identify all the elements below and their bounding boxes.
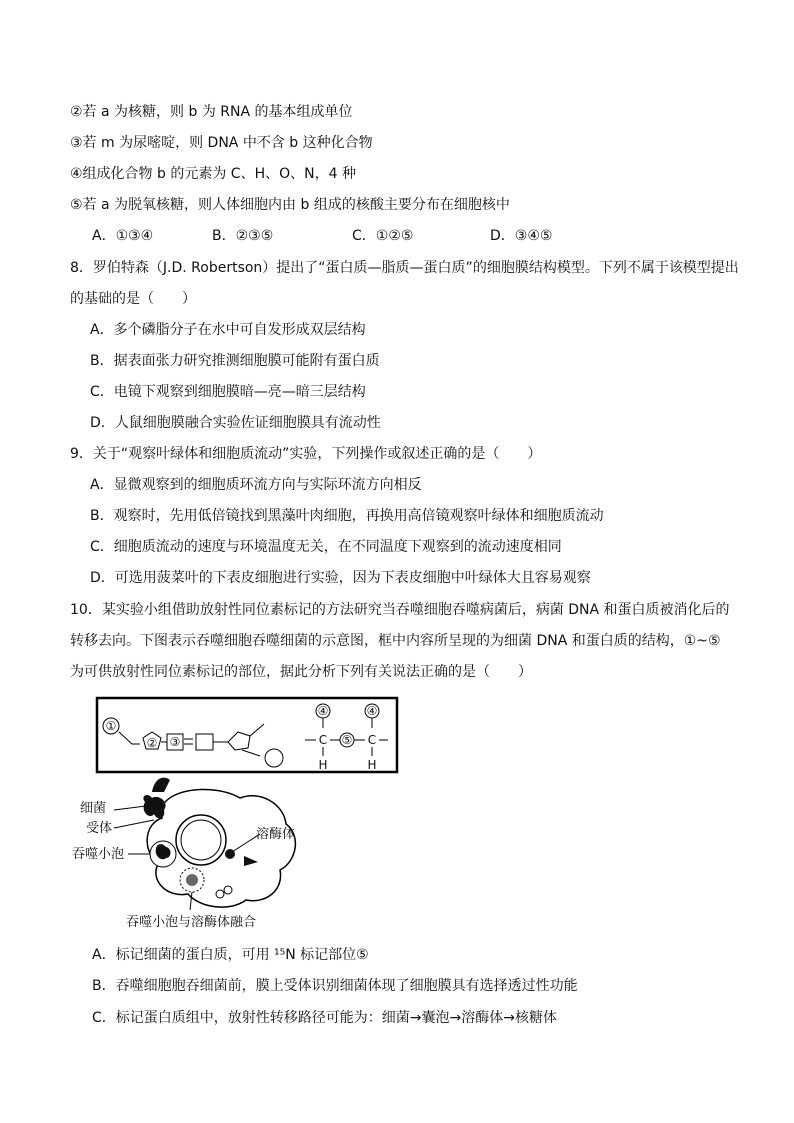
bond-5 [323,718,372,728]
h-bond [184,739,193,744]
q10-option-c[interactable]: C．标记蛋白质组中，放射性转移路径可能为：细菌→囊泡→溶酶体→核糖体 [92,1010,557,1026]
q10-stem-line1: 10．某实验小组借助放射性同位素标记的方法研究当吞噬细胞吞噬病菌后，病菌 DNA 和蛋白质被消化后的 [70,602,730,618]
q7-option-d[interactable]: D．③④⑤ [490,228,553,244]
q8-stem-line2: 的基础的是（ ） [70,291,196,307]
q7-option-a[interactable]: A．①③④ [92,228,154,244]
bond-6 [323,747,372,756]
q7-statement-5: ⑤若 a 为脱氧核糖，则人体细胞内由 b 组成的核酸主要分布在细胞核中 [70,197,510,213]
fusion-content [186,874,198,886]
q10-option-b[interactable]: B．吞噬细胞胞吞细菌前，膜上受体识别细菌体现了细胞膜具有选择透过性功能 [92,978,578,994]
atom-h1: H [318,758,328,772]
q9-option-b[interactable]: B．观察时，先用低倍镜找到黑藻叶肉细胞，再换用高倍镜观察叶绿体和细胞质流动 [90,508,604,524]
atom-c1: C [318,733,328,747]
q8-option-a[interactable]: A．多个磷脂分子在水中可自发形成双层结构 [90,322,366,338]
label-fusion: 吞噬小泡与溶酶体融合 [126,915,257,930]
q9-option-c[interactable]: C．细胞质流动的速度与环境温度无关，在不同温度下观察到的流动速度相同 [90,539,562,555]
atom-h2: H [367,758,377,772]
q7-statement-2: ②若 a 为核糖，则 b 为 RNA 的基本组成单位 [70,104,353,120]
mark-2: ② [146,736,158,750]
phagocytosis-figure [70,694,410,932]
pentose-shape-2 [228,732,250,750]
mark-4b: ④ [366,704,378,718]
receptor-shape [152,778,170,792]
mark-1: ① [105,719,117,733]
label-phagosome: 吞噬小泡 [72,847,125,862]
q9-stem: 9．关于“观察叶绿体和细胞质流动”实验，下列操作或叙述正确的是（ ） [70,446,542,462]
q7-options [92,226,692,248]
bacterium [143,795,165,818]
q10-stem-line3: 为可供放射性同位素标记的部位，据此分析下列有关说法正确的是（ ） [70,664,532,680]
q8-option-d[interactable]: D．人鼠细胞膜融合实验佐证细胞膜具有流动性 [90,415,381,431]
q7-statement-4: ④组成化合物 b 的元素为 C、H、O、N，4 种 [70,166,356,182]
q8-option-b[interactable]: B．据表面张力研究推测细胞膜可能附有蛋白质 [90,353,380,369]
atom-c2: C [367,733,377,747]
residue-1 [216,890,224,898]
label-receptor: 受体 [86,821,113,836]
label-lysosome: 溶酶体 [256,827,296,842]
phosphate-circle [265,749,283,767]
q10-option-a[interactable]: A．标记细菌的蛋白质，可用 ¹⁵N 标记部位⑤ [92,947,369,963]
mark-3: ③ [169,735,181,749]
base-box-2 [196,734,213,750]
q10-stem-line2: 转移去向。下图表示吞噬细胞吞噬细菌的示意图，框中内容所呈现的为细菌 DNA 和蛋白质的结构，①~⑤ [70,633,721,649]
q7-option-c[interactable]: C．①②⑤ [352,228,414,244]
q7-option-b[interactable]: B．②③⑤ [212,228,274,244]
q7-statement-3: ③若 m 为尿嘧啶，则 DNA 中不含 b 这种化合物 [70,135,373,151]
mark-4a: ④ [317,704,329,718]
nucleus-inner [181,820,221,860]
residue-2 [224,886,232,894]
q9-option-a[interactable]: A．显微观察到的细胞质环流方向与实际环流方向相反 [90,477,422,493]
q8-stem-line1: 8．罗伯特森（J.D. Robertson）提出了“蛋白质—脂质—蛋白质”的细胞膜结构模型。下列不属于该模型提出 [70,260,739,276]
label-bacteria: 细菌 [80,801,107,816]
q8-option-c[interactable]: C．电镜下观察到细胞膜暗—亮—暗三层结构 [90,384,366,400]
q9-option-d[interactable]: D．可选用菠菜叶的下表皮细胞进行实验，因为下表皮细胞中叶绿体大且容易观察 [90,570,591,586]
mark-5: ⑤ [341,733,353,747]
bond-1 [119,732,140,744]
